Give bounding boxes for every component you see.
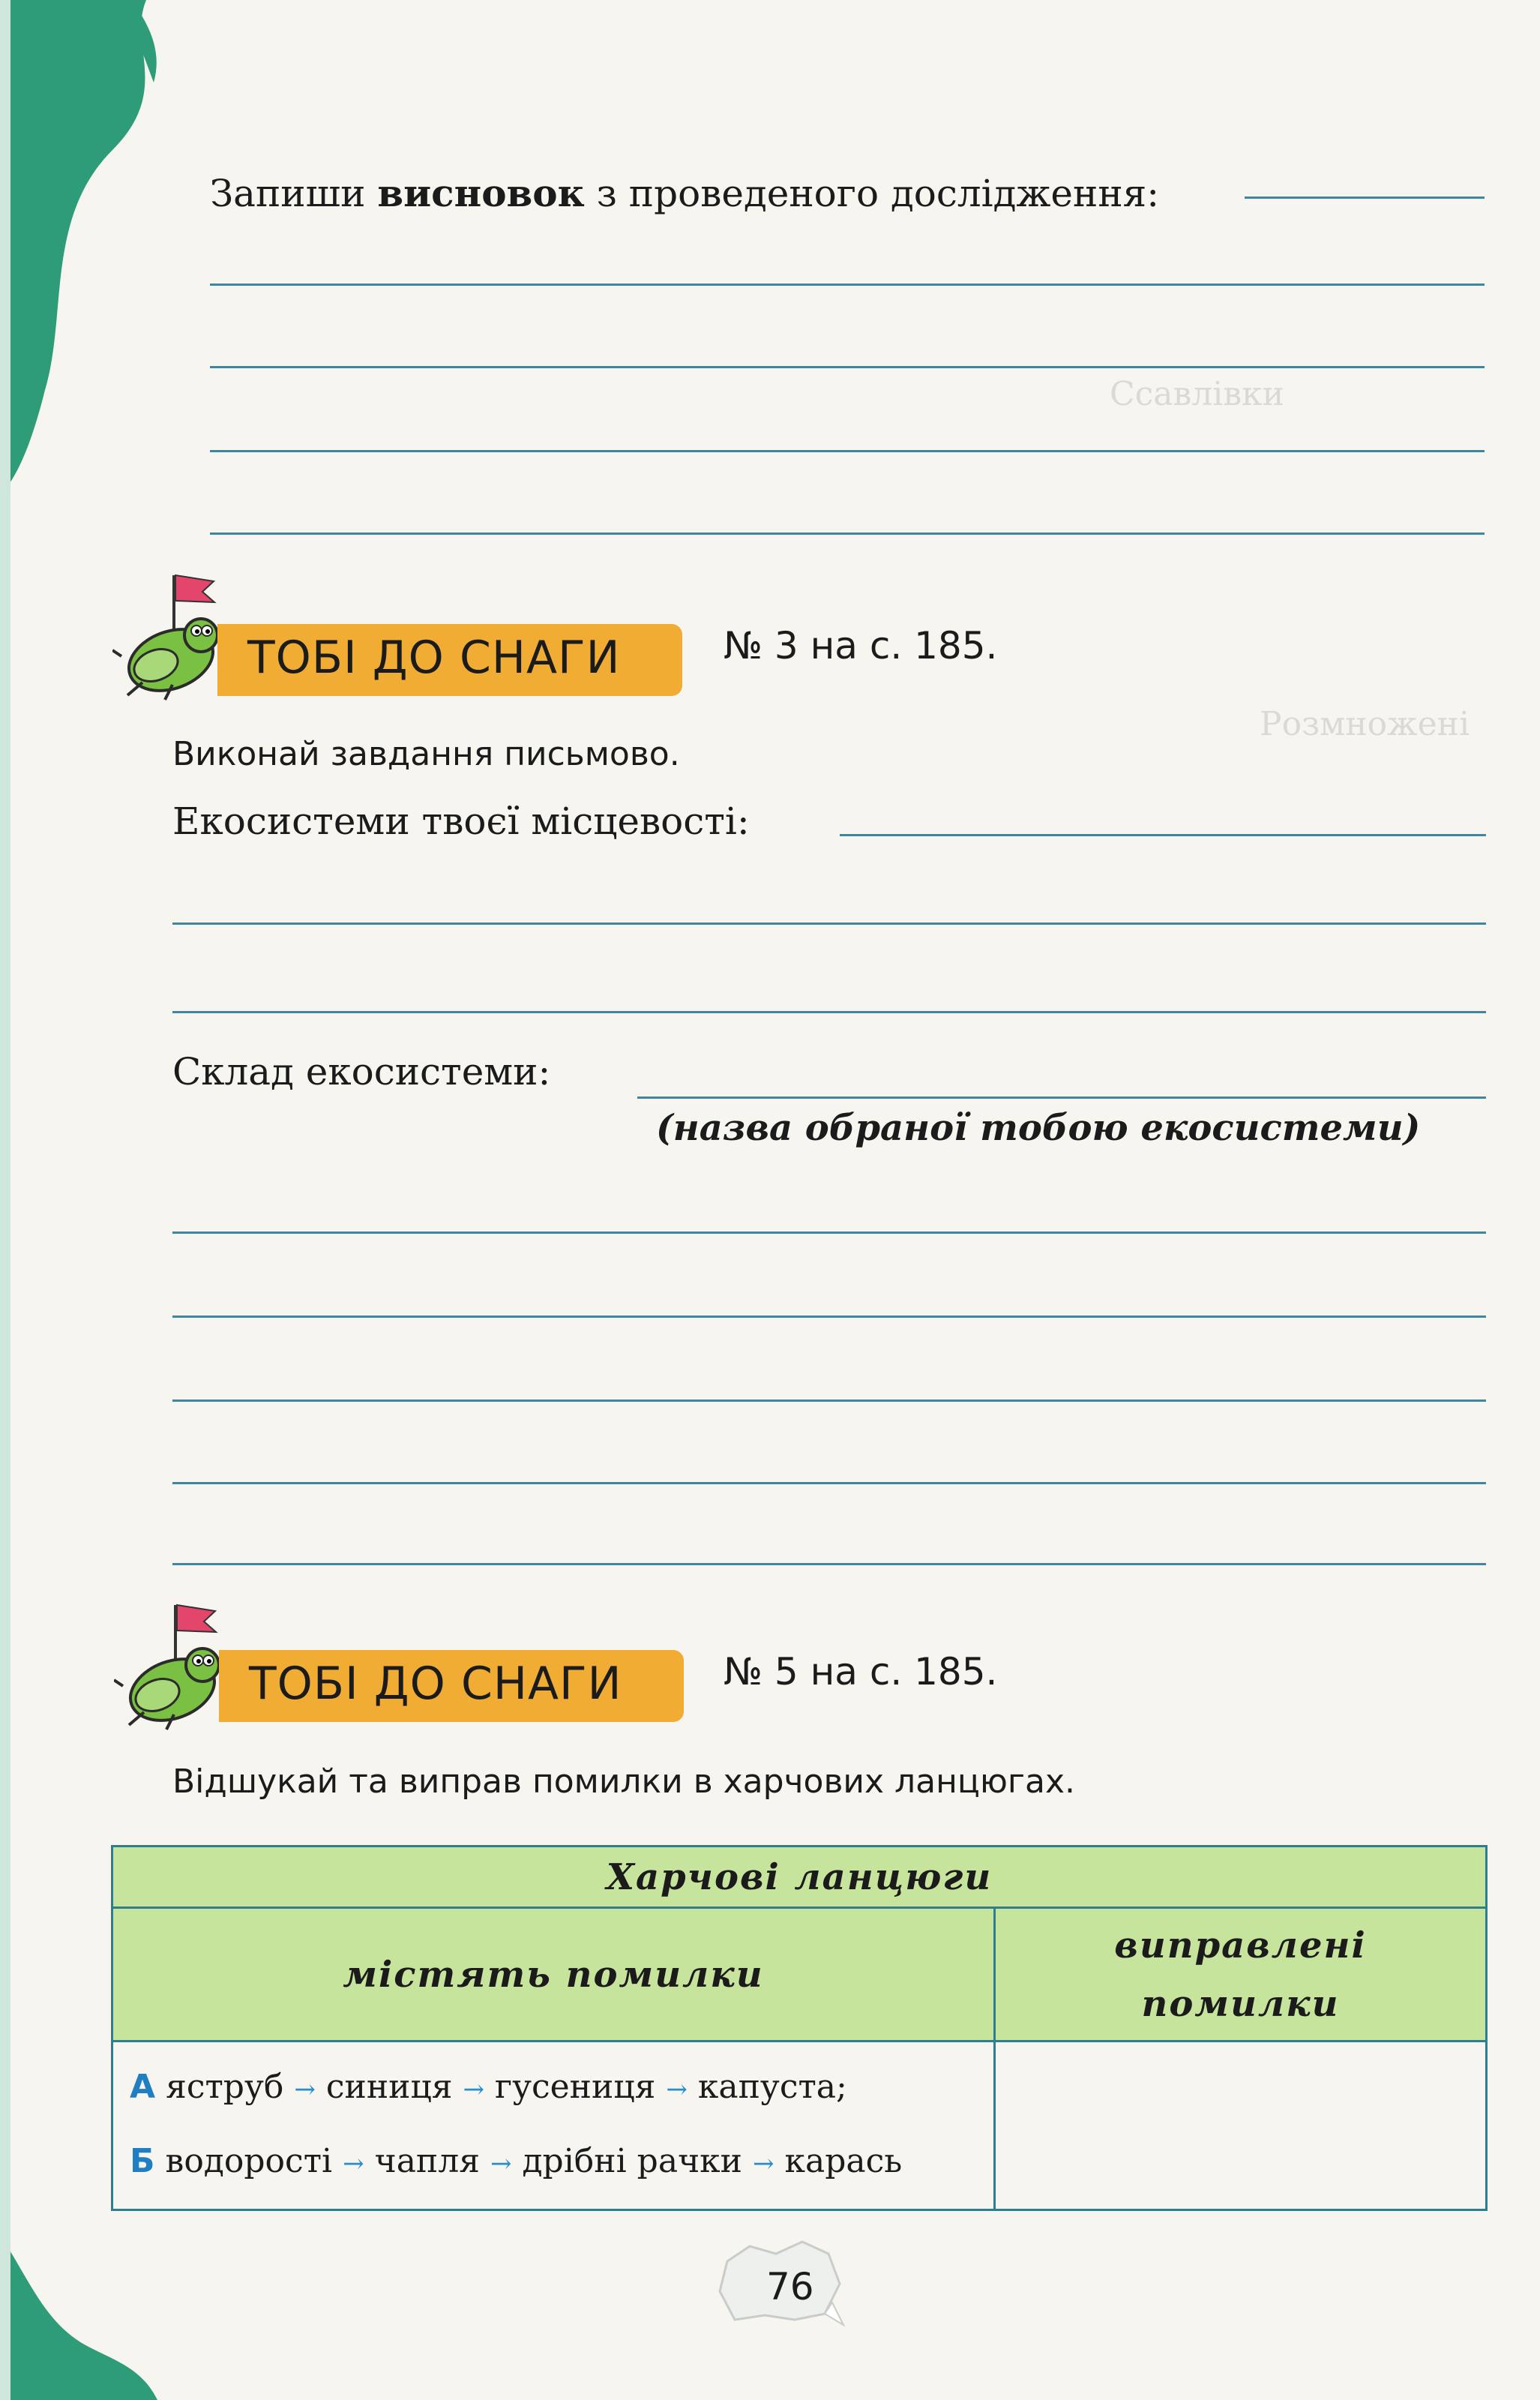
conclusion-prompt: Запиши висновок з проведеного дослідження: xyxy=(210,171,1160,215)
answer-line[interactable] xyxy=(172,1316,1486,1318)
chain-item: яструб xyxy=(166,2068,284,2106)
chain-letter: Б xyxy=(130,2142,155,2180)
arrow-icon: → xyxy=(463,2074,485,2104)
answer-line[interactable] xyxy=(172,1482,1486,1484)
arrow-icon: → xyxy=(753,2149,774,2179)
answer-line[interactable] xyxy=(210,532,1485,535)
column-header-fixed-line2: помилки xyxy=(1141,1982,1340,2025)
chain-item: гусениця xyxy=(495,2068,656,2106)
bleed-through-text: Розмножені xyxy=(1260,705,1470,743)
section-banner-label: ТОБІ ДО СНАГИ xyxy=(249,1658,622,1710)
errors-cell xyxy=(112,2042,995,2210)
food-chains-table xyxy=(111,1845,1488,2211)
task-reference: № 5 на с. 185. xyxy=(724,1650,998,1694)
arrow-icon: → xyxy=(294,2074,316,2104)
composition-prompt: Склад екосистеми: xyxy=(172,1050,551,1094)
ecosystems-prompt: Екосистеми твоєї місцевості: xyxy=(172,800,750,843)
page-number: 76 xyxy=(766,2265,814,2308)
composition-hint: (назва обраної тобою екосистеми) xyxy=(656,1107,1421,1149)
bleed-through-text: Ссавлівки xyxy=(1110,375,1284,413)
chain-item: синиця xyxy=(325,2068,453,2106)
answer-line[interactable] xyxy=(1245,196,1485,199)
task-reference: № 3 на с. 185. xyxy=(724,624,998,668)
answer-line[interactable] xyxy=(172,922,1486,925)
answer-line[interactable] xyxy=(172,1400,1486,1402)
answer-line[interactable] xyxy=(210,284,1485,286)
chain-item: дрібні рачки xyxy=(522,2142,742,2180)
answer-line[interactable] xyxy=(172,1011,1486,1013)
column-header-fixed xyxy=(995,1908,1487,2042)
arrow-icon: → xyxy=(666,2074,688,2104)
food-chain-b xyxy=(113,2126,993,2200)
arrow-icon: → xyxy=(490,2149,512,2179)
section-banner-label: ТОБІ ДО СНАГИ xyxy=(247,632,621,684)
column-header-fixed-line1: виправлені xyxy=(1114,1924,1367,1966)
table-title: Харчові ланцюги xyxy=(112,1846,1487,1908)
chain-item: капуста; xyxy=(697,2068,847,2106)
food-chain-a xyxy=(113,2051,993,2126)
arrow-icon: → xyxy=(343,2149,364,2179)
bug-mascot-icon xyxy=(112,566,232,701)
chain-item: водорості xyxy=(165,2142,333,2180)
answer-line[interactable] xyxy=(172,1232,1486,1234)
answer-line[interactable] xyxy=(210,450,1485,452)
column-header-errors: містять помилки xyxy=(112,1908,995,2042)
task-instruction: Відшукай та виправ помилки в харчових ланцюгах. xyxy=(172,1762,1075,1801)
answer-line[interactable] xyxy=(840,834,1486,836)
chain-item: карась xyxy=(784,2142,903,2180)
answer-line[interactable] xyxy=(210,366,1485,368)
answer-line[interactable] xyxy=(637,1096,1486,1099)
chain-letter: А xyxy=(130,2068,156,2106)
answer-line[interactable] xyxy=(172,1563,1486,1565)
chain-item: чапля xyxy=(374,2142,480,2180)
fixed-answer-cell[interactable] xyxy=(995,2042,1487,2210)
task-instruction: Виконай завдання письмово. xyxy=(172,735,680,773)
bug-mascot-icon xyxy=(114,1596,234,1731)
